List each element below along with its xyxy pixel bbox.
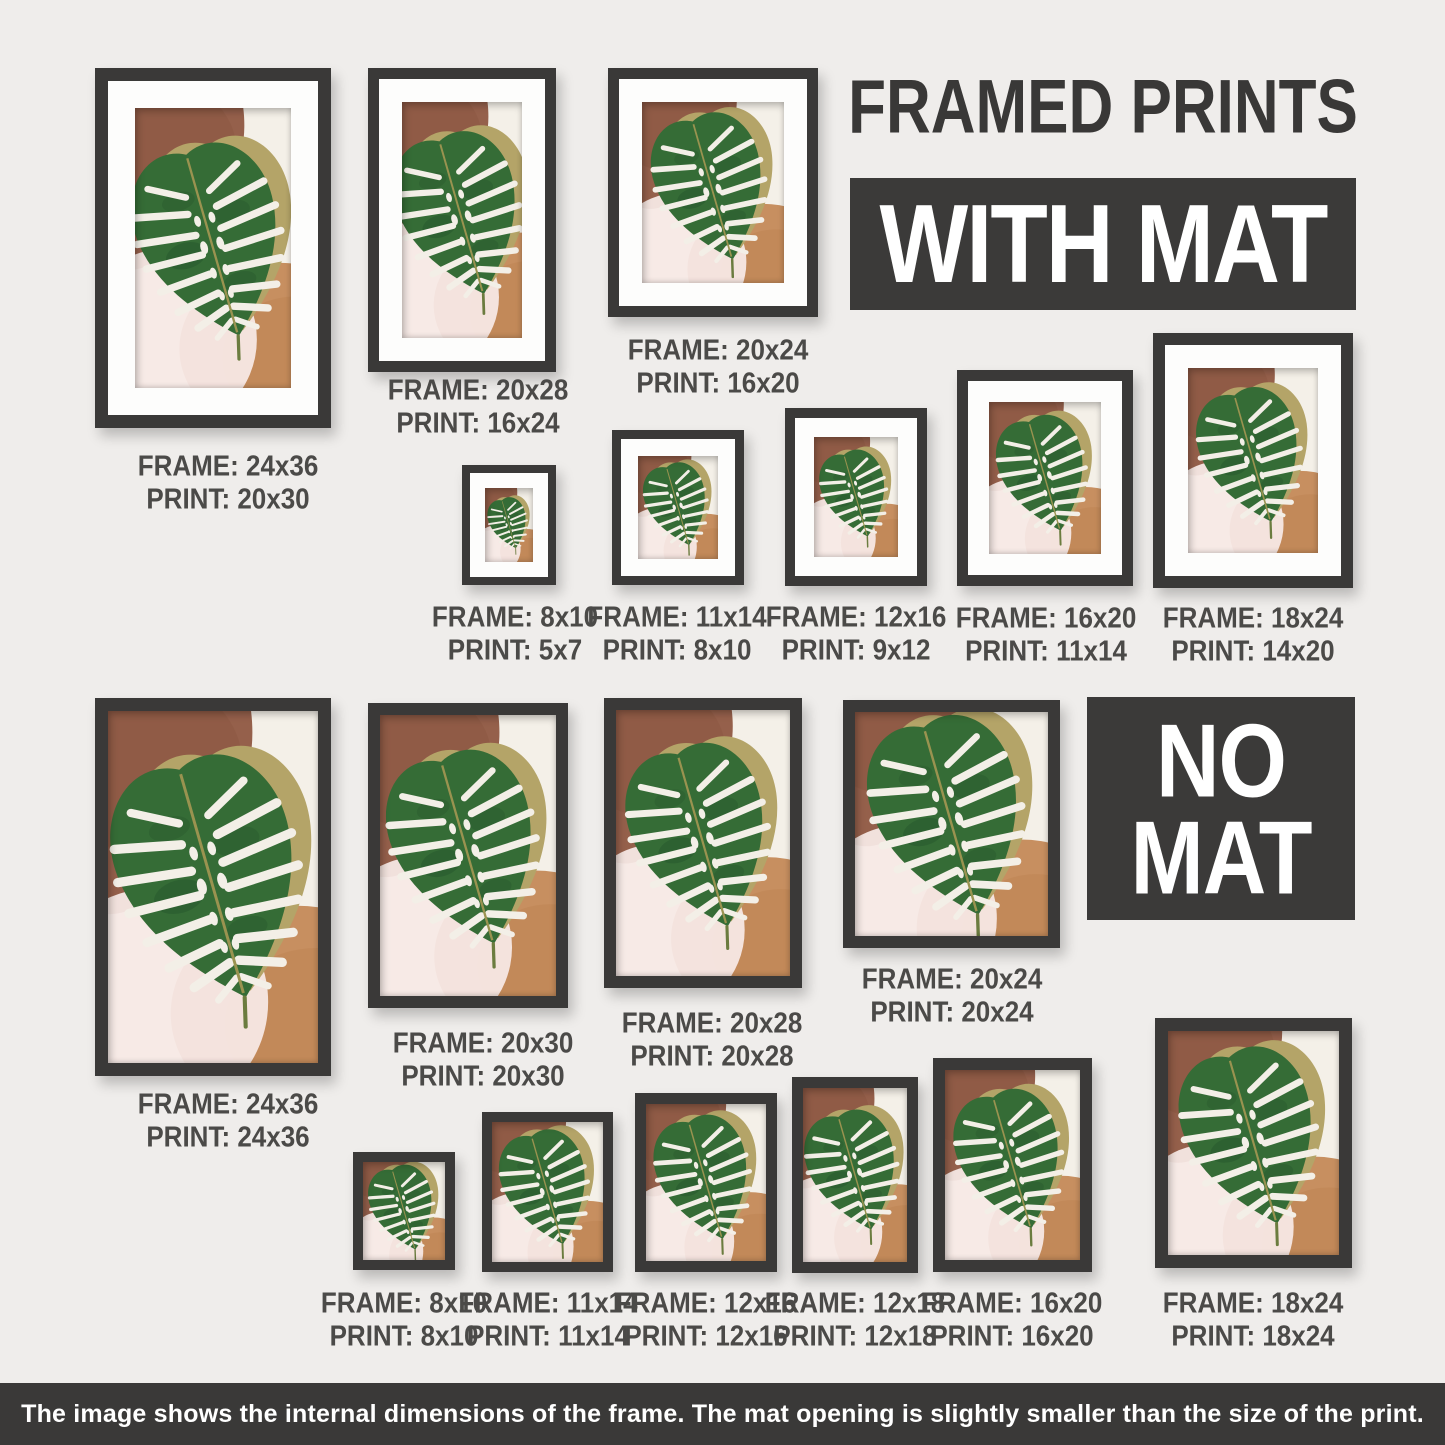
no-mat-banner: [1087, 697, 1355, 920]
no-mat-banner-line-1: NO: [1156, 701, 1286, 819]
frame-size-line: FRAME: 11x14: [587, 600, 767, 633]
print-size-line: PRINT: 20x28: [630, 1039, 794, 1072]
print-size-line: PRINT: 14x20: [1171, 634, 1335, 667]
mat-border: [108, 81, 318, 415]
mat-border: [108, 711, 318, 1063]
print-size-line: PRINT: 18x24: [1171, 1319, 1335, 1352]
mat-border: [795, 418, 917, 576]
art-window: [803, 1088, 907, 1262]
print-size-line: PRINT: 16x20: [636, 366, 800, 399]
print-size-line: PRINT: 12x16: [624, 1319, 788, 1352]
frame-size-line: FRAME: 20x24: [627, 333, 809, 366]
size-label-20x24-with-mat: [628, 333, 809, 399]
monstera-artwork: [855, 712, 1048, 936]
monstera-artwork: [1188, 368, 1318, 553]
with-mat-banner: [850, 178, 1356, 310]
frame-size-line: FRAME: 16x20: [921, 1286, 1103, 1319]
art-window: [945, 1070, 1080, 1260]
framed-print-8x10-with-mat: [462, 465, 556, 585]
art-window: [135, 108, 291, 388]
frame-size-line: FRAME: 24x36: [137, 449, 319, 482]
size-label-18x24-with-mat: [1163, 601, 1344, 667]
print-size-line: PRINT: 5x7: [447, 633, 583, 666]
print-size-line: PRINT: 9x12: [781, 633, 931, 666]
mat-border: [616, 710, 790, 976]
size-label-20x30-no-mat: [393, 1026, 574, 1092]
frame-size-line: FRAME: 24x36: [137, 1087, 319, 1120]
monstera-artwork: [108, 711, 318, 1063]
size-label-16x20-no-mat: [922, 1286, 1103, 1352]
framed-print-20x28-with-mat: [368, 68, 556, 372]
art-window: [855, 712, 1048, 936]
framed-print-11x14-with-mat: [612, 430, 744, 585]
art-window: [108, 711, 318, 1063]
mat-border: [492, 1122, 603, 1262]
art-window: [646, 1104, 766, 1261]
monstera-artwork: [638, 456, 718, 559]
size-label-8x10-with-mat: [432, 600, 598, 666]
frame-size-line: FRAME: 12x18: [764, 1286, 946, 1319]
framed-print-18x24-with-mat: [1153, 333, 1353, 588]
frame-size-line: FRAME: 18x24: [1162, 601, 1344, 634]
framed-print-20x24-no-mat: [843, 700, 1060, 948]
print-size-line: PRINT: 24x36: [146, 1120, 310, 1153]
monstera-artwork: [642, 102, 784, 283]
print-size-line: PRINT: 20x24: [870, 995, 1034, 1028]
frame-size-line: FRAME: 20x28: [387, 373, 569, 406]
print-size-line: PRINT: 8x10: [602, 633, 752, 666]
monstera-artwork: [989, 402, 1101, 554]
size-label-20x28-with-mat: [388, 373, 569, 439]
page-title: FRAMED PRINTS: [848, 65, 1358, 150]
print-size-line: PRINT: 20x30: [146, 482, 310, 515]
footer-note-text: The image shows the internal dimensions of the frame. The mat opening is slightly smaller than the size of the print.: [21, 1399, 1424, 1428]
size-label-20x24-no-mat: [862, 962, 1043, 1028]
frame-size-line: FRAME: 20x24: [861, 962, 1043, 995]
frame-size-line: FRAME: 12x16: [615, 1286, 797, 1319]
mat-border: [380, 715, 556, 996]
framed-print-16x20-with-mat: [957, 370, 1133, 586]
mat-border: [379, 79, 545, 361]
art-window: [638, 456, 718, 559]
framed-print-11x14-no-mat: [482, 1112, 613, 1272]
mat-border: [1168, 1031, 1339, 1255]
art-window: [485, 488, 533, 562]
mat-border: [803, 1088, 907, 1262]
art-window: [1168, 1031, 1339, 1255]
no-mat-banner-line-2: MAT: [1130, 798, 1312, 916]
print-size-line: PRINT: 20x30: [401, 1059, 565, 1092]
monstera-artwork: [1168, 1031, 1339, 1255]
monstera-artwork: [814, 437, 898, 557]
art-window: [1188, 368, 1318, 553]
monstera-artwork: [616, 710, 790, 976]
monstera-artwork: [363, 1162, 445, 1260]
frame-size-line: FRAME: 20x30: [392, 1026, 574, 1059]
frame-size-line: FRAME: 8x10: [431, 600, 599, 633]
frame-size-line: FRAME: 18x24: [1162, 1286, 1344, 1319]
mat-border: [470, 473, 548, 577]
size-label-24x36-no-mat: [138, 1087, 319, 1153]
size-label-20x28-no-mat: [622, 1006, 803, 1072]
size-label-24x36-with-mat: [138, 449, 319, 515]
framed-print-12x16-no-mat: [635, 1093, 777, 1272]
mat-border: [363, 1162, 445, 1260]
art-window: [402, 102, 522, 338]
size-label-12x16-with-mat: [766, 600, 947, 666]
mat-border: [945, 1070, 1080, 1260]
print-size-line: PRINT: 16x24: [396, 406, 560, 439]
framed-print-24x36-with-mat: [95, 68, 331, 428]
mat-border: [855, 712, 1048, 936]
art-window: [989, 402, 1101, 554]
framed-print-16x20-no-mat: [933, 1058, 1092, 1272]
monstera-artwork: [646, 1104, 766, 1261]
framed-print-20x28-no-mat: [604, 698, 802, 988]
monstera-artwork: [803, 1088, 907, 1262]
footer-note-bar: [0, 1383, 1445, 1445]
frame-size-line: FRAME: 8x10: [320, 1286, 488, 1319]
framed-print-18x24-no-mat: [1155, 1018, 1352, 1268]
monstera-artwork: [945, 1070, 1080, 1260]
mat-border: [646, 1104, 766, 1261]
art-window: [492, 1122, 603, 1262]
art-window: [616, 710, 790, 976]
framed-print-20x24-with-mat: [608, 68, 818, 317]
monstera-artwork: [492, 1122, 603, 1262]
mat-border: [968, 381, 1122, 575]
frame-size-line: FRAME: 20x28: [621, 1006, 803, 1039]
size-label-12x18-no-mat: [765, 1286, 946, 1352]
mat-border: [619, 79, 807, 306]
print-size-line: PRINT: 11x14: [965, 634, 1127, 667]
size-label-18x24-no-mat: [1163, 1286, 1344, 1352]
art-window: [380, 715, 556, 996]
art-window: [814, 437, 898, 557]
frame-size-line: FRAME: 16x20: [955, 601, 1137, 634]
monstera-artwork: [402, 102, 522, 338]
art-window: [363, 1162, 445, 1260]
size-label-11x14-no-mat: [458, 1286, 637, 1352]
mat-border: [621, 439, 735, 576]
print-size-line: PRINT: 12x18: [773, 1319, 937, 1352]
art-window: [642, 102, 784, 283]
framed-print-12x16-with-mat: [785, 408, 927, 586]
print-size-line: PRINT: 16x20: [930, 1319, 1094, 1352]
monstera-artwork: [485, 488, 533, 562]
print-size-line: PRINT: 11x14: [467, 1319, 629, 1352]
size-label-16x20-with-mat: [956, 601, 1137, 667]
monstera-artwork: [380, 715, 556, 996]
framed-print-20x30-no-mat: [368, 703, 568, 1008]
print-size-line: PRINT: 8x10: [329, 1319, 479, 1352]
with-mat-banner-label: WITH MAT: [879, 181, 1327, 306]
framed-print-12x18-no-mat: [792, 1077, 918, 1273]
framed-print-24x36-no-mat: [95, 698, 331, 1076]
frame-size-line: FRAME: 11x14: [458, 1286, 638, 1319]
mat-border: [1165, 345, 1341, 576]
framed-print-8x10-no-mat: [353, 1152, 455, 1270]
frame-size-line: FRAME: 12x16: [765, 600, 947, 633]
monstera-artwork: [135, 108, 291, 388]
size-label-11x14-with-mat: [587, 600, 766, 666]
